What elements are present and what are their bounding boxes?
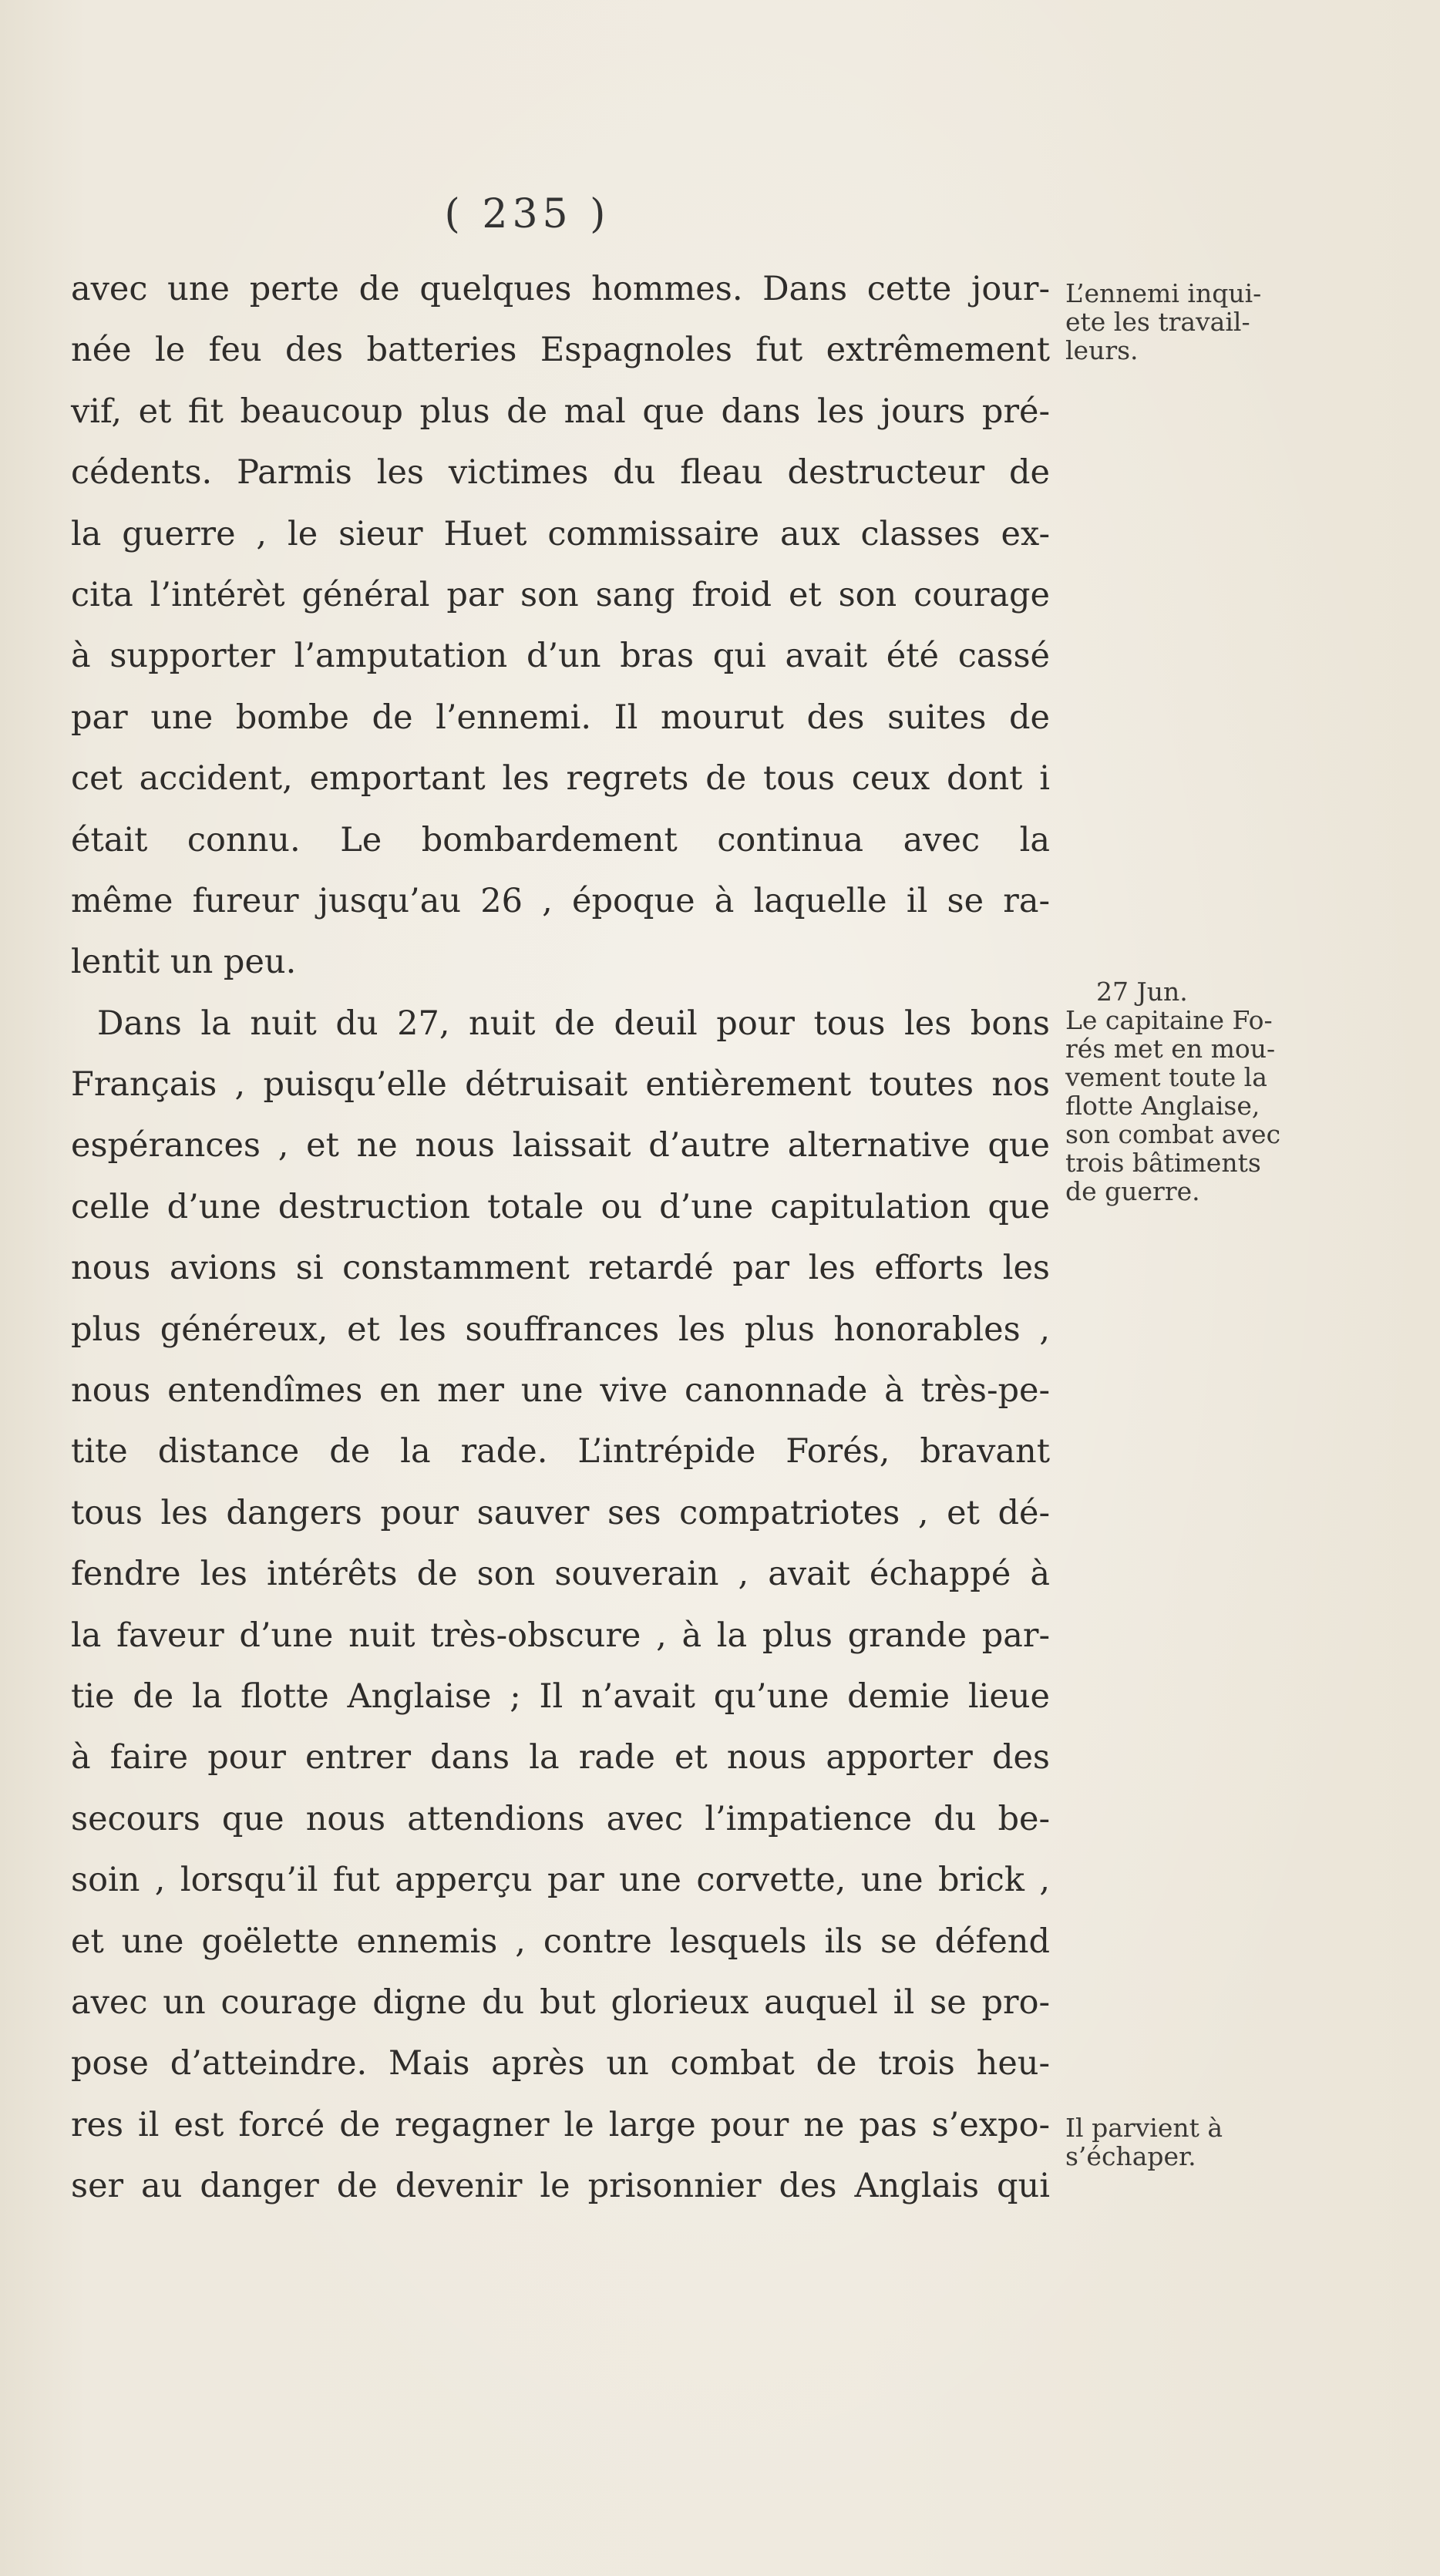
text-line: tous les dangers pour sauver ses compatriotes , et dé- (71, 1493, 1050, 1532)
text-line: cédents. Parmis les victimes du fleau destructeur de (71, 453, 1050, 493)
margin-note-parvient (1065, 2114, 1374, 2171)
text-line: par une bombe de l’ennemi. Il mourut des suites de (71, 698, 1050, 737)
text-line: nous avions si constamment retardé par les efforts les (71, 1249, 1050, 1288)
text-line: tie de la flotte Anglaise ; Il n’avait qu’une demie lieue (71, 1676, 1050, 1716)
margin-note-line: rés met en mou- (1065, 1034, 1276, 1064)
text-line: née le feu des batteries Espagnoles fut extrêmement (71, 331, 1050, 370)
text-line: la guerre , le sieur Huet commissaire aux classes ex- (71, 514, 1050, 553)
text-line: avec un courage digne du but glorieux auquel il se pro- (71, 1982, 1050, 2022)
text-line: était connu. Le bombardement continua avec la (71, 820, 1050, 859)
text-line: Français , puisqu’elle détruisait entièrement toutes nos (71, 1065, 1050, 1105)
text-line: même fureur jusqu’au 26 , époque à laquelle il se ra- (71, 881, 1050, 920)
text-line: vif, et fit beaucoup plus de mal que dans les jours pré- (71, 392, 1050, 431)
page-number-header: ( 235 ) (444, 191, 611, 237)
body-text (71, 259, 1050, 2218)
margin-note-line: leurs. (1065, 335, 1139, 365)
margin-note-line: flotte Anglaise, (1065, 1091, 1260, 1121)
margin-note-line: vement toute la (1065, 1062, 1267, 1092)
margin-note-line: s’échaper. (1065, 2141, 1196, 2171)
text-line: fendre les intérêts de son souverain , avait échappé à (71, 1555, 1050, 1594)
text-line: cet accident, emportant les regrets de tous ceux dont i (71, 759, 1050, 799)
margin-note-line: ete les travail- (1065, 307, 1250, 337)
text-line: nous entendîmes en mer une vive canonnade à très-pe- (71, 1371, 1050, 1411)
text-line: à supporter l’amputation d’un bras qui avait été cassé (71, 637, 1050, 676)
text-line: la faveur d’une nuit très-obscure , à la plus grande par- (71, 1616, 1050, 1655)
text-line: ser au danger de devenir le prisonnier des Anglais qui (71, 2167, 1050, 2206)
margin-note-line: L’ennemi inqui- (1065, 278, 1262, 308)
margin-note-line: son combat avec (1065, 1119, 1281, 1149)
text-line: plus généreux, et les souffrances les plus honorables , (71, 1310, 1050, 1349)
text-line: à faire pour entrer dans la rade et nous apporter des (71, 1738, 1050, 1777)
margin-note-line: Il parvient à (1065, 2113, 1223, 2143)
text-line: lentit un peu. (71, 943, 297, 982)
text-line: soin , lorsqu’il fut apperçu par une corvette, une brick , (71, 1861, 1050, 1900)
margin-note-27-jun (1065, 977, 1374, 1206)
text-line: tite distance de la rade. L’intrépide Forés, bravant (71, 1432, 1050, 1471)
margin-note-ennemi (1065, 279, 1374, 365)
text-line: Dans la nuit du 27, nuit de deuil pour tous les bons (97, 1004, 1050, 1043)
text-line: secours que nous attendions avec l’impatience du be- (71, 1799, 1050, 1838)
margin-note-line: trois bâtiments (1065, 1148, 1261, 1178)
text-line: espérances , et ne nous laissait d’autre alternative que (71, 1126, 1050, 1165)
text-line: celle d’une destruction totale ou d’une capitulation que (71, 1187, 1050, 1226)
margin-note-line: 27 Jun. (1096, 977, 1188, 1007)
margin-note-line: de guerre. (1065, 1176, 1200, 1206)
margin-note-line: Le capitaine Fo- (1065, 1005, 1273, 1035)
text-line: cita l’intérèt général par son sang froid et son courage (71, 575, 1050, 614)
text-line: res il est forcé de regagner le large pour ne pas s’expo- (71, 2105, 1050, 2144)
text-line: avec une perte de quelques hommes. Dans cette jour- (71, 270, 1050, 308)
text-line: et une goëlette ennemis , contre lesquels ils se défend (71, 1922, 1050, 1961)
text-line: pose d’atteindre. Mais après un combat de trois heu- (71, 2044, 1050, 2083)
